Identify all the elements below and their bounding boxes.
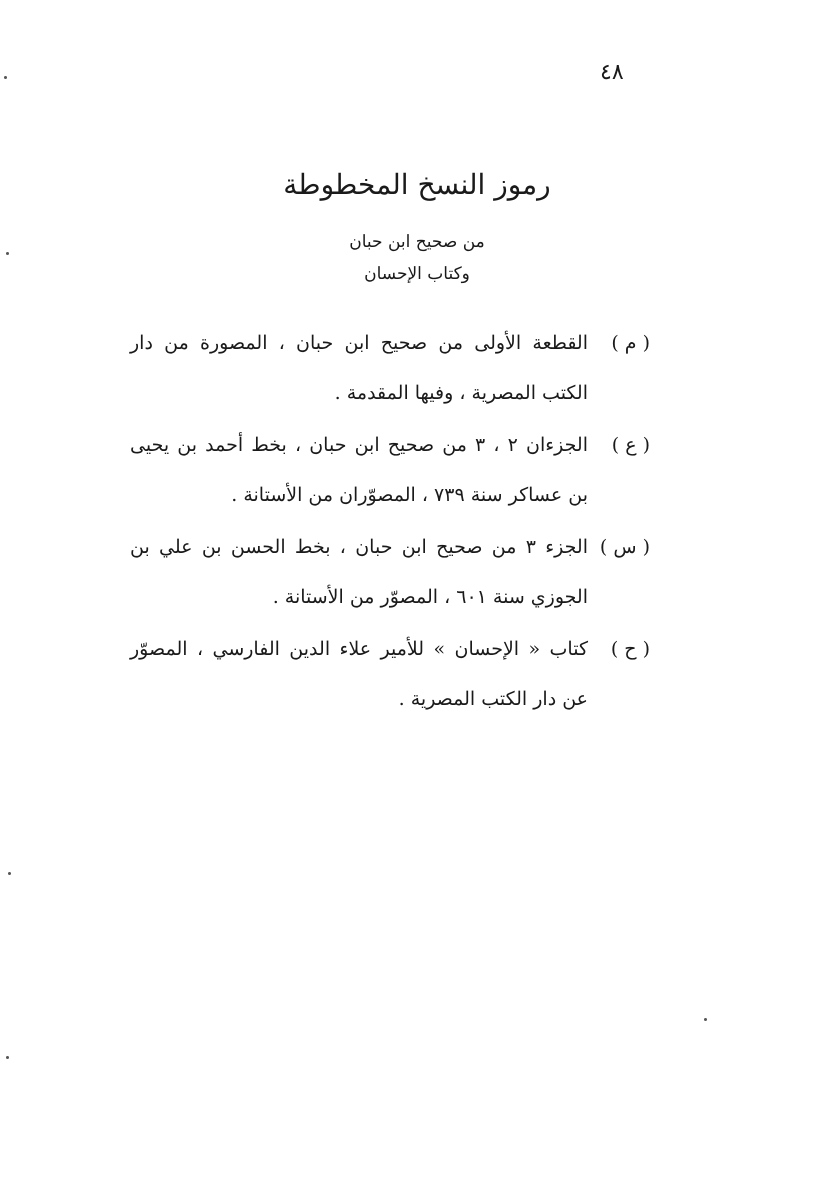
scan-speck: [6, 252, 9, 255]
manuscript-description: كتاب « الإحسان » للأمير علاء الدين الفارسي ، المصوّر عن دار الكتب المصرية .: [130, 638, 588, 710]
manuscript-description: الجزءان ٢ ، ٣ من صحيح ابن حبان ، بخط أحمد بن يحيى بن عساكر سنة ٧٣٩ ، المصوّران من الأستانة .: [130, 434, 588, 506]
manuscript-description: القطعة الأولى من صحيح ابن حبان ، المصورة من دار الكتب المصرية ، وفيها المقدمة .: [130, 332, 588, 404]
manuscript-entry: [130, 318, 650, 418]
page-title: رموز النسخ المخطوطة: [283, 168, 551, 201]
scan-speck: [704, 1018, 707, 1021]
manuscript-entry: [130, 420, 650, 520]
manuscript-entry: [130, 624, 650, 724]
subtitle-line-1: من صحيح ابن حبان: [349, 232, 485, 252]
page-number: ٤٨: [600, 60, 624, 85]
scan-speck: [8, 872, 11, 875]
manuscript-symbol: ( س ): [599, 536, 650, 558]
manuscript-entry: [130, 522, 650, 622]
manuscript-symbol: ( ع ): [611, 434, 650, 456]
scan-speck: [6, 1056, 9, 1059]
subtitle-line-2: وكتاب الإحسان: [364, 264, 470, 284]
manuscript-symbol: ( ح ): [610, 638, 650, 660]
manuscript-symbol: ( م ): [611, 332, 650, 354]
manuscript-description: الجزء ٣ من صحيح ابن حبان ، بخط الحسن بن علي بن الجوزي سنة ٦٠١ ، المصوّر من الأستانة .: [130, 536, 588, 608]
scan-speck: [4, 76, 7, 79]
